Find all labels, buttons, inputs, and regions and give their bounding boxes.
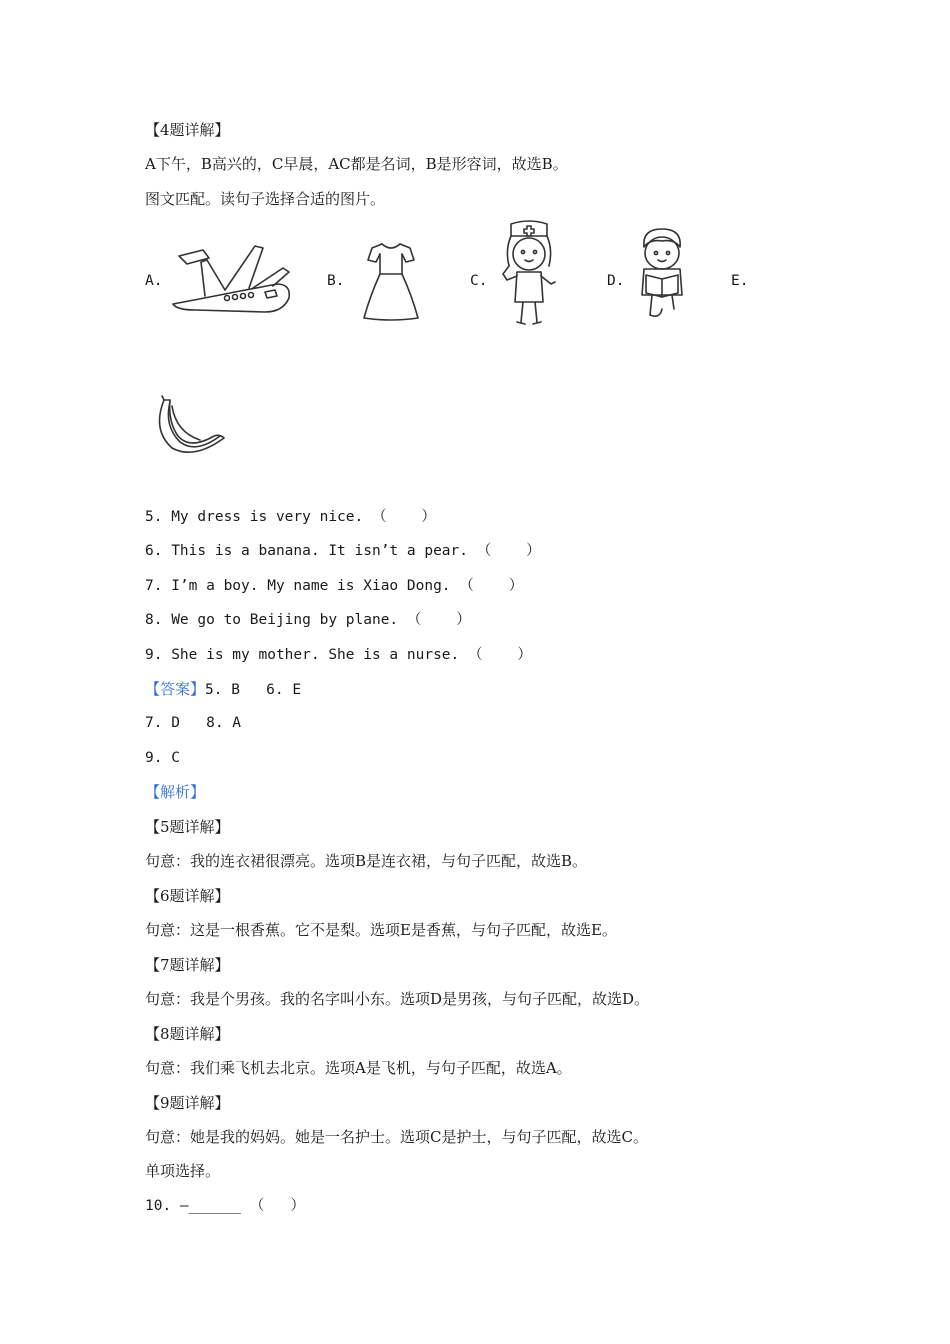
- q4-explanation: A下午，B高兴的，C早晨，AC都是名词，B是形容词，故选B。: [145, 155, 568, 173]
- airplane-icon: [165, 240, 295, 322]
- option-a-label: A.: [145, 273, 163, 289]
- option-d-label: D.: [607, 273, 625, 289]
- answer-tag: 【答案】: [145, 680, 206, 698]
- section-title: 图文匹配。读句子选择合适的图片。: [145, 190, 386, 208]
- answer-values-1: 5. B 6. E: [205, 682, 302, 698]
- question-6: 6. This is a banana. It isn’t a pear. （ ）: [145, 543, 541, 559]
- answer-line-3: 9. C: [145, 750, 180, 766]
- option-e-label: E.: [731, 273, 749, 289]
- answer-line-1: [145, 679, 301, 700]
- detail-9-heading: 【9题详解】: [145, 1094, 230, 1112]
- analysis-tag: 【解析】: [145, 783, 206, 801]
- detail-6-heading: 【6题详解】: [145, 887, 230, 905]
- detail-5-heading: 【5题详解】: [145, 818, 230, 836]
- detail-5-text: 句意：我的连衣裙很漂亮。选项B是连衣裙，与句子匹配，故选B。: [145, 852, 588, 870]
- nurse-icon: [497, 218, 561, 328]
- detail-7-text: 句意：我是个男孩。我的名字叫小东。选项D是男孩，与句子匹配，故选D。: [145, 990, 650, 1008]
- boy-reading-icon: [630, 225, 692, 325]
- q4-heading: 【4题详解】: [145, 121, 230, 139]
- banana-icon: [150, 392, 228, 458]
- question-5: 5. My dress is very nice. （ ）: [145, 509, 436, 525]
- question-9: 9. She is my mother. She is a nurse. （ ）: [145, 647, 532, 663]
- detail-7-heading: 【7题详解】: [145, 956, 230, 974]
- answer-line-2: 7. D 8. A: [145, 715, 242, 731]
- question-10: 10. —______ （ ）: [145, 1198, 305, 1214]
- dress-icon: [360, 240, 422, 322]
- detail-8-text: 句意：我们乘飞机去北京。选项A是飞机，与句子匹配，故选A。: [145, 1059, 572, 1077]
- detail-6-text: 句意：这是一根香蕉。它不是梨。选项E是香蕉，与句子匹配，故选E。: [145, 921, 617, 939]
- question-8: 8. We go to Beijing by plane. （ ）: [145, 612, 471, 628]
- question-7: 7. I’m a boy. My name is Xiao Dong. （ ）: [145, 578, 524, 594]
- option-c-label: C.: [470, 273, 488, 289]
- next-section-title: 单项选择。: [145, 1162, 221, 1180]
- option-b-label: B.: [327, 273, 345, 289]
- detail-8-heading: 【8题详解】: [145, 1025, 230, 1043]
- detail-9-text: 句意：她是我的妈妈。她是一名护士。选项C是护士，与句子匹配，故选C。: [145, 1128, 648, 1146]
